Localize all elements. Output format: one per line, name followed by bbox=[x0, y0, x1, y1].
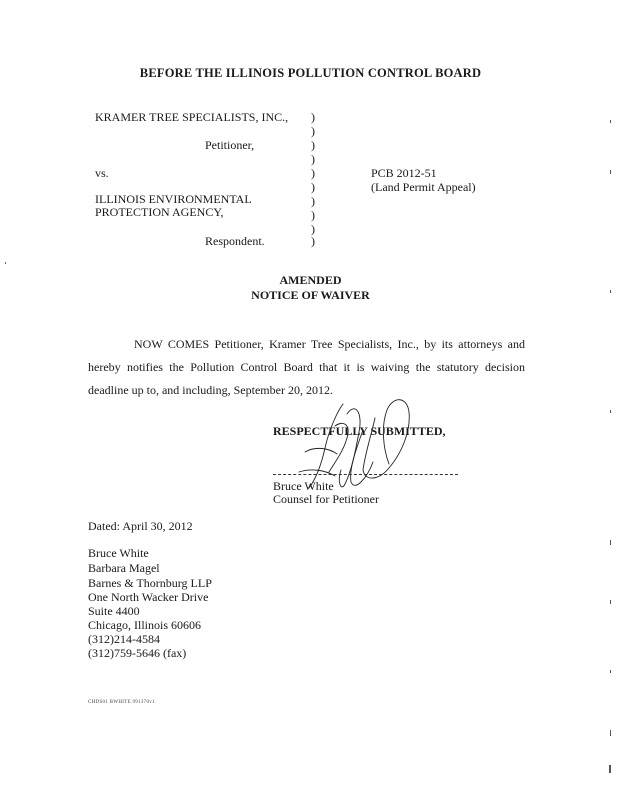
address-line: Barbara Magel bbox=[88, 561, 160, 575]
address-line: (312)214-4584 bbox=[88, 632, 160, 646]
respondent-label: Respondent. bbox=[205, 234, 265, 248]
caption-paren: ) bbox=[311, 124, 315, 138]
signature-line bbox=[273, 474, 458, 475]
address-line: One North Wacker Drive bbox=[88, 590, 209, 604]
caption-paren: ) bbox=[311, 110, 315, 124]
address-line: Bruce White bbox=[88, 546, 149, 560]
document-title: BEFORE THE ILLINOIS POLLUTION CONTROL BOARD bbox=[139, 66, 482, 80]
address-line: Suite 4400 bbox=[88, 604, 140, 618]
caption-paren: ) bbox=[311, 234, 315, 248]
caption-paren: ) bbox=[311, 138, 315, 152]
address-line: Barnes & Thornburg LLP bbox=[88, 576, 212, 590]
case-type: (Land Permit Appeal) bbox=[371, 180, 476, 194]
caption-paren: ) bbox=[311, 194, 315, 208]
scan-margin-marks bbox=[609, 110, 613, 790]
heading-notice-of-waiver: NOTICE OF WAIVER bbox=[251, 288, 370, 302]
signer-title: Counsel for Petitioner bbox=[273, 492, 379, 506]
caption-paren: ) bbox=[311, 180, 315, 194]
case-number: PCB 2012-51 bbox=[371, 166, 437, 180]
address-line: (312)759-5646 (fax) bbox=[88, 646, 187, 660]
caption-paren: ) bbox=[311, 222, 315, 236]
respondent-name-line1: ILLINOIS ENVIRONMENTAL bbox=[95, 192, 252, 206]
petitioner-name: KRAMER TREE SPECIALISTS, INC., bbox=[95, 110, 289, 124]
scan-speck bbox=[5, 262, 6, 264]
document-footer-code: CHDS01 BWHITE 991370v1 bbox=[88, 700, 155, 705]
closing-respectfully-submitted: RESPECTFULLY SUBMITTED, bbox=[273, 424, 446, 438]
body-paragraph: NOW COMES Petitioner, Kramer Tree Specialists, Inc., by its attorneys and hereby notifies the Pollution Control Board that it is waiving the statutory decision deadline up to, and including, September 20, 2012. bbox=[88, 337, 525, 397]
dated-line: Dated: April 30, 2012 bbox=[88, 519, 193, 533]
caption-paren: ) bbox=[311, 152, 315, 166]
heading-amended: AMENDED bbox=[279, 273, 342, 287]
address-line: Chicago, Illinois 60606 bbox=[88, 618, 201, 632]
versus-label: vs. bbox=[95, 166, 109, 180]
petitioner-label: Petitioner, bbox=[205, 138, 255, 152]
caption-paren: ) bbox=[311, 208, 315, 222]
signer-name: Bruce White bbox=[273, 479, 334, 493]
caption-paren: ) bbox=[311, 166, 315, 180]
respondent-name-line2: PROTECTION AGENCY, bbox=[95, 205, 224, 219]
